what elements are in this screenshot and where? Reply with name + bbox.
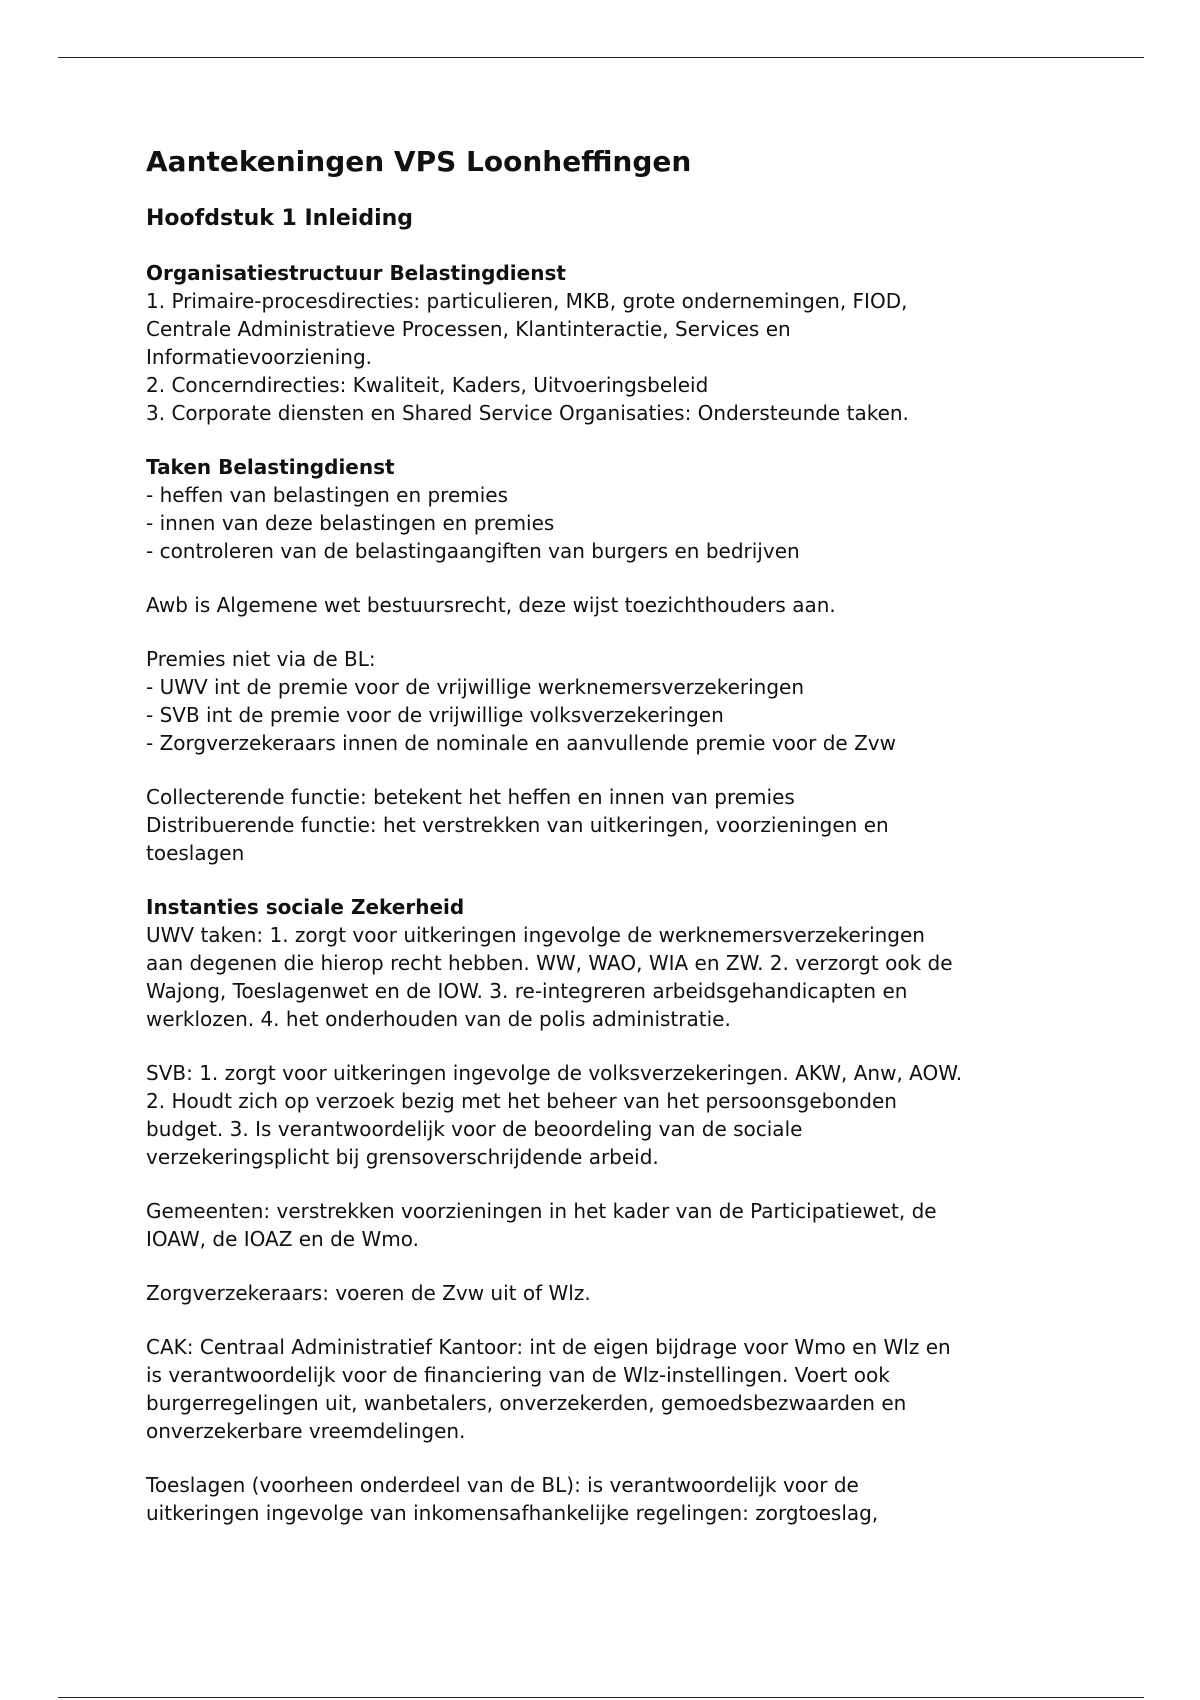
text-line: Premies niet via de BL: (146, 647, 376, 671)
list-item: - heffen van belastingen en premies (146, 483, 509, 507)
text-line: 2. Houdt zich op verzoek bezig met het beheer van het persoonsgebonden (146, 1089, 897, 1113)
text-line: budget. 3. Is verantwoordelijk voor de beoordeling van de sociale (146, 1117, 803, 1141)
paragraph-svb (146, 1059, 1076, 1171)
bottom-rule (58, 1697, 1144, 1698)
list-item: - Zorgverzekeraars innen de nominale en aanvullende premie voor de Zvw (146, 731, 896, 755)
paragraph-awb (146, 591, 1076, 619)
text-line: Wajong, Toeslagenwet en de IOW. 3. re-integreren arbeidsgehandicapten en (146, 979, 908, 1003)
paragraph-premies (146, 645, 1076, 757)
section-organisatiestructuur (146, 259, 1076, 427)
text-line: onverzekerbare vreemdelingen. (146, 1419, 466, 1443)
list-item: - UWV int de premie voor de vrijwillige werknemersverzekeringen (146, 675, 805, 699)
text-line: is verantwoordelijk voor de financiering van de Wlz-instellingen. Voert ook (146, 1363, 890, 1387)
paragraph-functies (146, 783, 1076, 867)
paragraph-toeslagen (146, 1471, 1076, 1527)
paragraph-cak (146, 1333, 1076, 1445)
text-line: SVB: 1. zorgt voor uitkeringen ingevolge de volksverzekeringen. AKW, Anw, AOW. (146, 1061, 963, 1085)
section-taken (146, 453, 1076, 565)
list-item: - SVB int de premie voor de vrijwillige volksverzekeringen (146, 703, 724, 727)
section-instanties (146, 893, 1076, 1033)
list-item: - controleren van de belastingaangiften van burgers en bedrijven (146, 539, 800, 563)
text-line: 2. Concerndirecties: Kwaliteit, Kaders, Uitvoeringsbeleid (146, 373, 709, 397)
section-heading: Organisatiestructuur Belastingdienst (146, 261, 566, 285)
top-rule (58, 57, 1144, 58)
text-line: CAK: Centraal Administratief Kantoor: int de eigen bijdrage voor Wmo en Wlz en (146, 1335, 951, 1359)
section-heading: Taken Belastingdienst (146, 455, 395, 479)
paragraph-zorgverzekeraars (146, 1279, 1076, 1307)
text-line: verzekeringsplicht bij grensoverschrijdende arbeid. (146, 1145, 659, 1169)
text-line: Distribuerende functie: het verstrekken van uitkeringen, voorzieningen en (146, 813, 889, 837)
text-line: toeslagen (146, 841, 245, 865)
text-line: burgerregelingen uit, wanbetalers, onverzekerden, gemoedsbezwaarden en (146, 1391, 907, 1415)
paragraph-gemeenten (146, 1197, 1076, 1253)
document-title: Aantekeningen VPS Loonheffingen (146, 145, 692, 178)
text-line: UWV taken: 1. zorgt voor uitkeringen ingevolge de werknemersverzekeringen (146, 923, 925, 947)
list-item: - innen van deze belastingen en premies (146, 511, 555, 535)
text-line: aan degenen die hierop recht hebben. WW, WAO, WIA en ZW. 2. verzorgt ook de (146, 951, 953, 975)
text-line: 3. Corporate diensten en Shared Service Organisaties: Ondersteunde taken. (146, 401, 909, 425)
text-line: werklozen. 4. het onderhouden van de polis administratie. (146, 1007, 731, 1031)
text-line: Gemeenten: verstrekken voorzieningen in het kader van de Participatiewet, de (146, 1199, 937, 1223)
text-line: Toeslagen (voorheen onderdeel van de BL): is verantwoordelijk voor de (146, 1473, 859, 1497)
text-line: 1. Primaire-procesdirecties: particulieren, MKB, grote ondernemingen, FIOD, (146, 289, 908, 313)
chapter-heading: Hoofdstuk 1 Inleiding (146, 206, 414, 231)
text-line: Zorgverzekeraars: voeren de Zvw uit of Wlz. (146, 1281, 591, 1305)
text-line: IOAW, de IOAZ en de Wmo. (146, 1227, 419, 1251)
text-line: Collecterende functie: betekent het heffen en innen van premies (146, 785, 795, 809)
text-line: Centrale Administratieve Processen, Klantinteractie, Services en (146, 317, 791, 341)
document-body (146, 140, 1076, 1527)
section-heading: Instanties sociale Zekerheid (146, 895, 465, 919)
text-line: Awb is Algemene wet bestuursrecht, deze wijst toezichthouders aan. (146, 593, 836, 617)
text-line: Informatievoorziening. (146, 345, 373, 369)
text-line: uitkeringen ingevolge van inkomensafhankelijke regelingen: zorgtoeslag, (146, 1501, 879, 1525)
